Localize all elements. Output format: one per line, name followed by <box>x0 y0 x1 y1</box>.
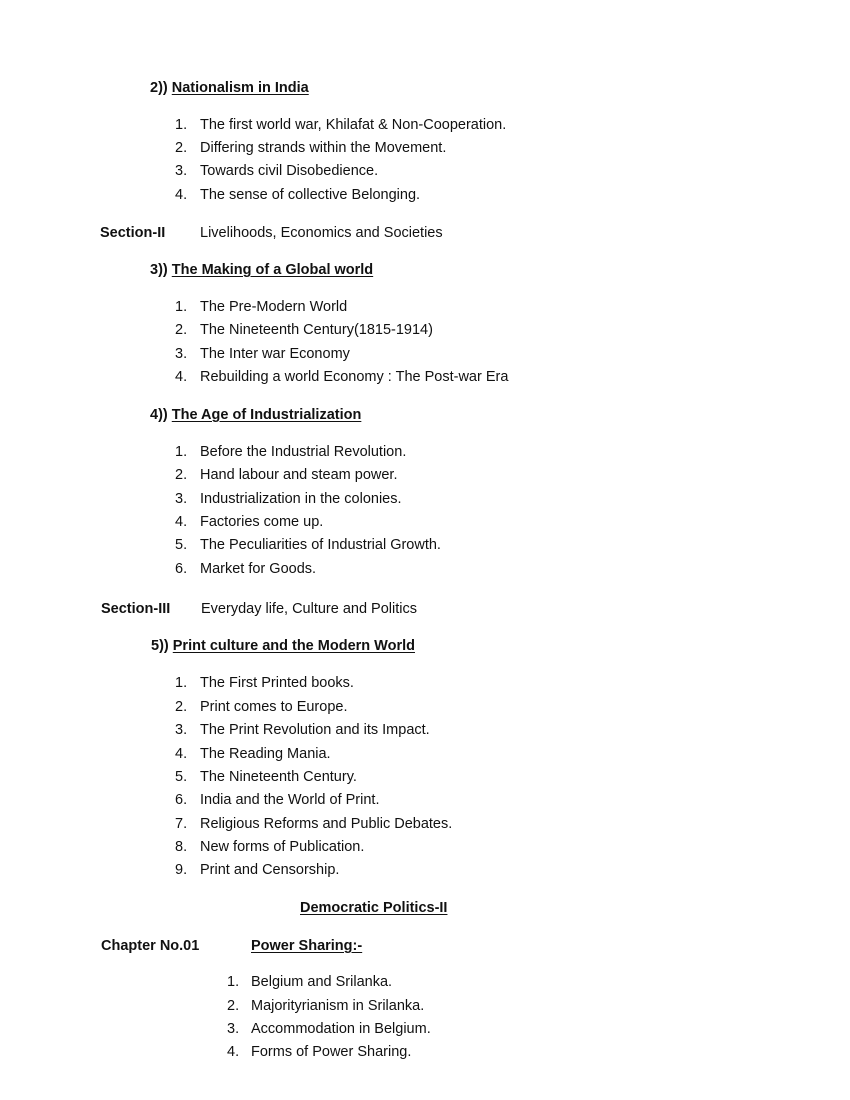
item-text: Differing strands within the Movement. <box>200 140 447 156</box>
item-number: 3. <box>227 1021 240 1037</box>
item-text: Belgium and Srilanka. <box>251 974 393 990</box>
item-text: The Nineteenth Century(1815-1914) <box>200 322 433 338</box>
unit-heading <box>150 79 309 97</box>
item-number: 2. <box>175 322 188 338</box>
unit-prefix: 2)) <box>150 80 168 96</box>
item-number: 6. <box>175 561 188 577</box>
item-text: Hand labour and steam power. <box>200 467 398 483</box>
item-text: Religious Reforms and Public Debates. <box>200 816 453 832</box>
unit-title: Nationalism in India <box>171 80 309 96</box>
book-heading: Democratic Politics-II <box>300 900 448 916</box>
item-number: 2. <box>175 699 188 715</box>
item-number: 4. <box>175 369 188 385</box>
item-number: 9. <box>175 862 188 878</box>
item-text: Before the Industrial Revolution. <box>200 444 407 460</box>
item-text: The Peculiarities of Industrial Growth. <box>200 537 441 553</box>
section-title: Livelihoods, Economics and Societies <box>200 225 443 241</box>
section-title: Everyday life, Culture and Politics <box>201 601 417 617</box>
item-text: Majorityrianism in Srilanka. <box>251 998 425 1014</box>
section-label: Section-II <box>100 225 166 241</box>
item-text: The Print Revolution and its Impact. <box>200 722 430 738</box>
item-text: Print comes to Europe. <box>200 699 348 715</box>
item-number: 2. <box>175 140 188 156</box>
unit-title: Print culture and the Modern World <box>172 638 415 654</box>
item-text: The First Printed books. <box>200 675 354 691</box>
item-text: Factories come up. <box>200 514 324 530</box>
unit-heading <box>150 406 361 424</box>
item-number: 1. <box>175 675 188 691</box>
item-number: 5. <box>175 769 188 785</box>
section-label: Section-III <box>101 601 171 617</box>
item-number: 3. <box>175 722 188 738</box>
item-text: The Reading Mania. <box>200 746 331 762</box>
item-number: 1. <box>227 974 240 990</box>
chapter-title: Power Sharing:- <box>251 938 363 954</box>
item-text: Rebuilding a world Economy : The Post-war Era <box>200 369 509 385</box>
item-number: 1. <box>175 444 188 460</box>
chapter-label: Chapter No.01 <box>101 938 200 954</box>
item-number: 3. <box>175 163 188 179</box>
item-number: 3. <box>175 491 188 507</box>
item-text: Print and Censorship. <box>200 862 340 878</box>
item-number: 4. <box>175 187 188 203</box>
item-number: 3. <box>175 346 188 362</box>
item-text: The Inter war Economy <box>200 346 350 362</box>
item-number: 2. <box>227 998 240 1014</box>
item-text: Industrialization in the colonies. <box>200 491 402 507</box>
item-number: 1. <box>175 299 188 315</box>
unit-title: The Age of Industrialization <box>171 407 362 423</box>
item-text: The Nineteenth Century. <box>200 769 357 785</box>
unit-prefix: 3)) <box>150 262 168 278</box>
item-text: New forms of Publication. <box>200 839 365 855</box>
item-text: Market for Goods. <box>200 561 317 577</box>
item-number: 4. <box>175 514 188 530</box>
unit-title: The Making of a Global world <box>171 262 374 278</box>
item-number: 4. <box>227 1044 240 1060</box>
item-number: 6. <box>175 792 188 808</box>
item-text: The sense of collective Belonging. <box>200 187 421 203</box>
item-text: Towards civil Disobedience. <box>200 163 379 179</box>
unit-heading <box>151 637 415 655</box>
item-text: India and the World of Print. <box>200 792 380 808</box>
item-number: 7. <box>175 816 188 832</box>
item-number: 2. <box>175 467 188 483</box>
item-text: The first world war, Khilafat & Non-Cooperation. <box>200 117 507 133</box>
item-number: 5. <box>175 537 188 553</box>
item-text: The Pre-Modern World <box>200 299 348 315</box>
item-number: 1. <box>175 117 188 133</box>
item-number: 4. <box>175 746 188 762</box>
item-text: Accommodation in Belgium. <box>251 1021 431 1037</box>
item-text: Forms of Power Sharing. <box>251 1044 412 1060</box>
item-number: 8. <box>175 839 188 855</box>
unit-heading <box>150 261 373 279</box>
unit-prefix: 4)) <box>150 407 168 423</box>
unit-prefix: 5)) <box>151 638 169 654</box>
